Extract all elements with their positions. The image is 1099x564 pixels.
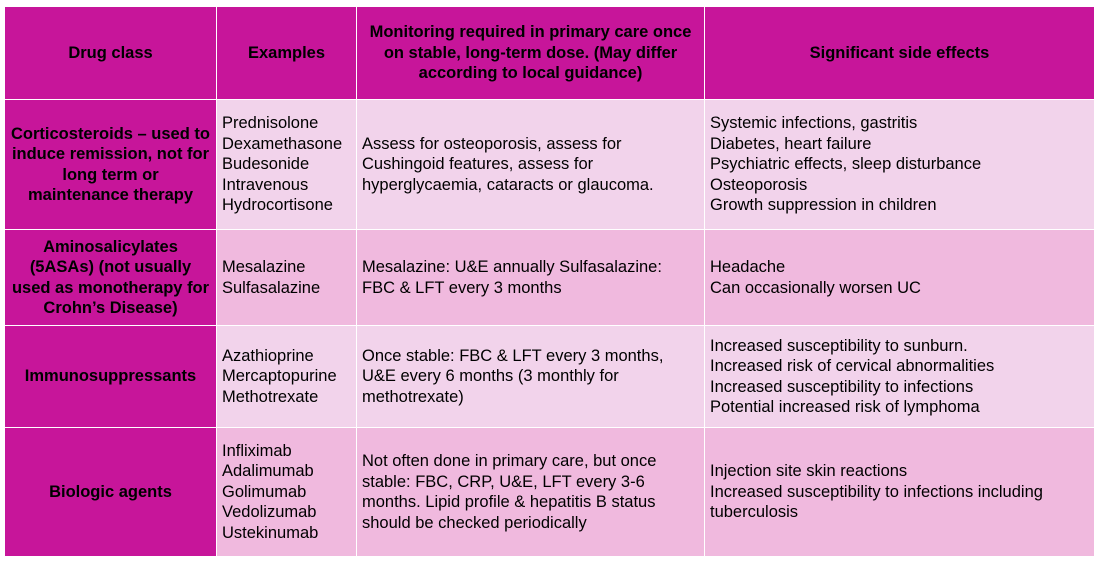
table-row-aminosalicylates [5, 230, 1095, 326]
example-item: Ustekinumab [222, 523, 319, 542]
example-item: Budesonide [222, 155, 310, 174]
side-effect-item: Injection site skin reactions [710, 462, 908, 481]
example-item: Dexamethasone [222, 134, 343, 153]
side-effect-item: Potential increased risk of lymphoma [710, 398, 980, 416]
example-item: Hydrocortisone [222, 196, 333, 215]
side-effect-item: Systemic infections, gastritis [710, 114, 918, 133]
examples-cell [217, 100, 357, 230]
side-effect-item: Can occasionally worsen UC [710, 278, 921, 297]
example-item: Golimumab [222, 482, 307, 501]
table-row-biologic-agents [5, 428, 1095, 557]
side-effects-cell [705, 100, 1095, 230]
side-effects-cell [705, 428, 1095, 557]
table-row-immunosuppressants [5, 326, 1095, 428]
side-effect-item: Diabetes, heart failure [710, 134, 872, 153]
side-effects-cell [705, 230, 1095, 326]
header-monitoring: Monitoring required in primary care once on stable, long-term dose. (May differ according to local guidance) [357, 7, 705, 100]
example-item: Azathioprine [222, 346, 314, 365]
drug-class-cell: Aminosalicylates (5ASAs) (not usually used as monotherapy for Crohn’s Disease) [5, 230, 217, 326]
table-row-corticosteroids [5, 100, 1095, 230]
header-examples: Examples [217, 7, 357, 100]
side-effect-item: Increased risk of cervical abnormalities [710, 357, 995, 375]
monitoring-cell: Assess for osteoporosis, assess for Cushingoid features, assess for hyperglycaemia, cataracts or glaucoma. [357, 100, 705, 230]
examples-cell [217, 326, 357, 428]
example-item: Intravenous [222, 175, 309, 194]
drug-class-cell: Immunosuppressants [5, 326, 217, 428]
example-item: Mercaptopurine [222, 367, 337, 386]
header-drug-class: Drug class [5, 7, 217, 100]
side-effect-item: Increased susceptibility to sunburn. [710, 336, 968, 355]
example-item: Sulfasalazine [222, 278, 321, 297]
side-effect-item: Headache [710, 258, 786, 276]
side-effect-item: Increased susceptibility to infections including tuberculosis [710, 482, 1043, 522]
monitoring-cell: Mesalazine: U&E annually Sulfasalazine: FBC & LFT every 3 months [357, 230, 705, 326]
drug-class-cell: Biologic agents [5, 428, 217, 557]
header-side-effects: Significant side effects [705, 7, 1095, 100]
side-effect-item: Osteoporosis [710, 175, 808, 194]
example-item: Vedolizumab [222, 503, 317, 522]
side-effect-item: Increased susceptibility to infections [710, 377, 974, 396]
examples-cell [217, 230, 357, 326]
side-effects-cell [705, 326, 1095, 428]
example-item: Adalimumab [222, 462, 314, 481]
monitoring-cell: Once stable: FBC & LFT every 3 months, U&E every 6 months (3 monthly for methotrexate) [357, 326, 705, 428]
examples-cell [217, 428, 357, 557]
drug-class-cell: Corticosteroids – used to induce remission, not for long term or maintenance therapy [5, 100, 217, 230]
drug-table [4, 6, 1095, 557]
side-effect-item: Psychiatric effects, sleep disturbance [710, 155, 982, 174]
side-effect-item: Growth suppression in children [710, 196, 937, 215]
header-row [5, 7, 1095, 100]
example-item: Infliximab [222, 441, 292, 460]
example-item: Methotrexate [222, 387, 319, 406]
example-item: Mesalazine [222, 258, 306, 276]
example-item: Prednisolone [222, 114, 319, 133]
monitoring-cell: Not often done in primary care, but once stable: FBC, CRP, U&E, LFT every 3-6 months. Lipid profile & hepatitis B status should be checked periodically [357, 428, 705, 557]
